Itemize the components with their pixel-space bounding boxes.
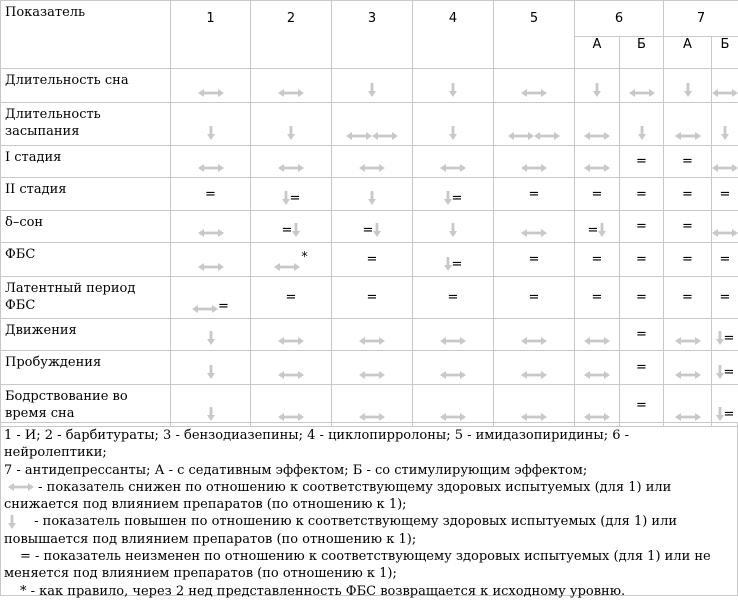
cell-sleep-duration-col-2 [251, 69, 332, 103]
equal-sign: = [724, 332, 735, 345]
legend-line: снижается под влиянием препаратов (по отношению к 1); [4, 496, 734, 513]
cell-sleep-latency-col-1 [171, 103, 251, 146]
equal-sign: = [205, 188, 216, 201]
equal-sign: = [367, 253, 378, 266]
cell-fbs-col-7b [712, 243, 738, 277]
cell-sleep-latency-col-2 [251, 103, 332, 146]
equal-sign: = [592, 188, 603, 201]
down-arrow-icon [598, 223, 606, 237]
down-arrow-icon [282, 191, 290, 205]
cell-movements-col-7a [664, 319, 712, 351]
horizontal-arrow-icon [440, 413, 466, 421]
equal-sign: = [218, 300, 229, 313]
cell-sleep-latency-col-5 [494, 103, 575, 146]
horizontal-arrow-icon [359, 337, 385, 345]
horizontal-arrow-icon [521, 89, 547, 97]
horizontal-arrow-icon [372, 132, 398, 140]
cell-awakenings-col-4 [413, 351, 494, 385]
cell-stage-1-col-5 [494, 146, 575, 178]
header-col-6a: А [575, 37, 620, 69]
cell-sleep-duration-col-6b [620, 69, 664, 103]
down-arrow-icon [721, 126, 729, 140]
header-col-7a: А [664, 37, 712, 69]
cell-delta-sleep-col-6b [620, 211, 664, 243]
cell-wakefulness-col-7b [712, 385, 738, 427]
cell-wakefulness-col-2 [251, 385, 332, 427]
cell-wakefulness-col-3 [332, 385, 413, 427]
equal-sign: = [724, 408, 735, 421]
equal-sign: = [720, 291, 731, 304]
header-col-2: 2 [251, 1, 332, 69]
table-row [1, 211, 738, 243]
horizontal-arrow-icon [440, 164, 466, 172]
equal-sign: = [636, 399, 647, 412]
horizontal-arrow-icon [192, 305, 218, 313]
down-arrow-icon [638, 126, 646, 140]
row-label-wakefulness: Бодрствование во время сна [1, 385, 171, 427]
horizontal-arrow-icon [584, 337, 610, 345]
cell-stage-2-col-7a [664, 178, 712, 211]
horizontal-arrow-icon [584, 164, 610, 172]
row-label-fbs: ФБС [1, 243, 171, 277]
equal-sign: = [363, 224, 374, 237]
cell-stage-2-col-4 [413, 178, 494, 211]
cell-awakenings-col-1 [171, 351, 251, 385]
cell-stage-2-col-2 [251, 178, 332, 211]
cell-stage-2-col-3 [332, 178, 413, 211]
equal-sign: = [636, 220, 647, 233]
down-arrow-icon [287, 126, 295, 140]
cell-delta-sleep-col-3 [332, 211, 413, 243]
horizontal-arrow-icon [359, 164, 385, 172]
legend-line: повышается под влиянием препаратов (по отношению к 1); [4, 531, 734, 548]
horizontal-arrow-icon [278, 89, 304, 97]
equal-sign: = [592, 291, 603, 304]
horizontal-arrow-icon [359, 413, 385, 421]
cell-stage-2-col-7b [712, 178, 738, 211]
down-arrow-icon [444, 191, 452, 205]
cell-sleep-latency-col-6a [575, 103, 620, 146]
cell-fbs-col-6a [575, 243, 620, 277]
horizontal-arrow-icon [198, 263, 224, 271]
equal-sign: = [636, 291, 647, 304]
down-arrow-icon [207, 331, 215, 345]
horizontal-arrow-icon [440, 337, 466, 345]
equal-sign: = [636, 155, 647, 168]
equal-sign: = [682, 220, 693, 233]
cell-fbs-latency-col-7b [712, 277, 738, 319]
cell-stage-2-col-6b [620, 178, 664, 211]
down-arrow-icon [292, 223, 300, 237]
horizontal-arrow-icon [675, 413, 701, 421]
horizontal-arrow-icon [198, 89, 224, 97]
cell-movements-col-4 [413, 319, 494, 351]
horizontal-arrow-icon [278, 371, 304, 379]
cell-fbs-latency-col-2 [251, 277, 332, 319]
cell-sleep-duration-col-6a [575, 69, 620, 103]
equal-sign: = [529, 291, 540, 304]
down-arrow-icon [449, 83, 457, 97]
down-arrow-icon [449, 223, 457, 237]
horizontal-arrow-icon [584, 413, 610, 421]
cell-movements-col-2 [251, 319, 332, 351]
table-row [1, 319, 738, 351]
cell-stage-1-col-3 [332, 146, 413, 178]
down-arrow-icon [444, 257, 452, 271]
cell-wakefulness-col-6a [575, 385, 620, 427]
table-row [1, 277, 738, 319]
legend-line: - показатель снижен по отношению к соответствующему здоровых испытуемых (для 1) или [4, 479, 734, 496]
cell-stage-2-col-1 [171, 178, 251, 211]
header-indicator [1, 1, 171, 69]
header-col-5: 5 [494, 1, 575, 69]
horizontal-arrow-icon [534, 132, 560, 140]
equal-sign: = [452, 192, 463, 205]
equal-sign: = [452, 258, 463, 271]
equal-sign: = [636, 328, 647, 341]
footnote-star: * [301, 250, 308, 265]
horizontal-arrow-icon [675, 337, 701, 345]
down-arrow-icon [368, 83, 376, 97]
legend-line: * - как правило, через 2 нед представленность ФБС возвращается к исходному уровню. [4, 583, 734, 600]
down-arrow-icon [684, 83, 692, 97]
row-label-sleep-latency: Длительность засыпания [1, 103, 171, 146]
cell-fbs-col-6b [620, 243, 664, 277]
cell-movements-col-3 [332, 319, 413, 351]
header-col-6b: Б [620, 37, 664, 69]
cell-fbs-latency-col-6b [620, 277, 664, 319]
legend-line: 7 - антидепрессанты; А - с седативным эффектом; Б - со стимулирующим эффектом; [4, 462, 734, 479]
cell-stage-1-col-6b [620, 146, 664, 178]
header-col-6: 6 [575, 1, 664, 37]
cell-stage-1-col-7b [712, 146, 738, 178]
cell-fbs-latency-col-5 [494, 277, 575, 319]
cell-stage-2-col-6a [575, 178, 620, 211]
table-row [1, 103, 738, 146]
horizontal-arrow-icon [198, 229, 224, 237]
horizontal-arrow-icon [521, 229, 547, 237]
legend-line: меняется под влиянием препаратов (по отношению к 1); [4, 565, 734, 582]
horizontal-arrow-icon [359, 371, 385, 379]
cell-movements-col-6a [575, 319, 620, 351]
horizontal-arrow-icon [629, 89, 655, 97]
cell-awakenings-col-6b [620, 351, 664, 385]
cell-awakenings-col-6a [575, 351, 620, 385]
cell-awakenings-col-5 [494, 351, 575, 385]
down-arrow-icon [207, 365, 215, 379]
header-col-4: 4 [413, 1, 494, 69]
horizontal-arrow-icon [521, 337, 547, 345]
cell-stage-1-col-6a [575, 146, 620, 178]
equal-sign: = [682, 253, 693, 266]
cell-movements-col-1 [171, 319, 251, 351]
equal-sign: = [682, 155, 693, 168]
equal-sign: = [636, 188, 647, 201]
cell-fbs-col-1 [171, 243, 251, 277]
cell-fbs-latency-col-3 [332, 277, 413, 319]
horizontal-arrow-icon [278, 164, 304, 172]
equal-sign: = [367, 291, 378, 304]
cell-stage-1-col-7a [664, 146, 712, 178]
cell-fbs-col-3 [332, 243, 413, 277]
horizontal-arrow-icon [198, 164, 224, 172]
cell-sleep-duration-col-7b [712, 69, 738, 103]
table-row [1, 243, 738, 277]
cell-sleep-latency-col-4 [413, 103, 494, 146]
equal-sign: = [529, 188, 540, 201]
row-label-awakenings: Пробуждения [1, 351, 171, 385]
horizontal-arrow-icon [521, 371, 547, 379]
cell-sleep-duration-col-7a [664, 69, 712, 103]
cell-delta-sleep-col-7b [712, 211, 738, 243]
horizontal-arrow-icon [440, 371, 466, 379]
table-row [1, 69, 738, 103]
equal-sign: = [588, 224, 599, 237]
row-label-stage-2: II стадия [1, 178, 171, 211]
equal-sign: = [682, 291, 693, 304]
down-arrow-icon [8, 515, 16, 529]
cell-fbs-latency-col-1 [171, 277, 251, 319]
equal-sign: = [720, 188, 731, 201]
horizontal-arrow-icon [8, 483, 34, 491]
table-row [1, 146, 738, 178]
down-arrow-icon [207, 126, 215, 140]
cell-delta-sleep-col-6a [575, 211, 620, 243]
cell-awakenings-col-2 [251, 351, 332, 385]
cell-stage-2-col-5 [494, 178, 575, 211]
cell-wakefulness-col-6b [620, 385, 664, 427]
down-arrow-icon [593, 83, 601, 97]
header-col-7: 7 [664, 1, 738, 37]
cell-movements-col-7b [712, 319, 738, 351]
down-arrow-icon [716, 365, 724, 379]
table-row [1, 351, 738, 385]
down-arrow-icon [207, 407, 215, 421]
down-arrow-icon [449, 126, 457, 140]
cell-movements-col-6b [620, 319, 664, 351]
equal-sign: = [592, 253, 603, 266]
cell-fbs-col-5 [494, 243, 575, 277]
row-label-sleep-duration: Длительность сна [1, 69, 171, 103]
cell-wakefulness-col-4 [413, 385, 494, 427]
header-col-7b: Б [712, 37, 738, 69]
header-col-1: 1 [171, 1, 251, 69]
row-label-movements: Движения [1, 319, 171, 351]
horizontal-arrow-icon [521, 164, 547, 172]
horizontal-arrow-icon [712, 164, 738, 172]
legend-line: = - показатель неизменен по отношению к соответствующему здоровых испытуемых (для 1) или не [4, 548, 734, 565]
cell-delta-sleep-col-1 [171, 211, 251, 243]
cell-fbs-col-4 [413, 243, 494, 277]
equal-sign: = [282, 224, 293, 237]
row-label-fbs-latency: Латентный период ФБС [1, 277, 171, 319]
equal-sign: = [448, 291, 459, 304]
down-arrow-icon [368, 191, 376, 205]
header-indicator-label: Показатель [5, 5, 85, 20]
table-row [1, 178, 738, 211]
cell-wakefulness-col-5 [494, 385, 575, 427]
cell-stage-1-col-1 [171, 146, 251, 178]
cell-stage-1-col-4 [413, 146, 494, 178]
horizontal-arrow-icon [278, 337, 304, 345]
cell-movements-col-5 [494, 319, 575, 351]
horizontal-arrow-icon [521, 413, 547, 421]
cell-delta-sleep-col-4 [413, 211, 494, 243]
header-col-3: 3 [332, 1, 413, 69]
horizontal-arrow-icon [712, 89, 738, 97]
equal-sign: = [636, 253, 647, 266]
cell-awakenings-col-7a [664, 351, 712, 385]
cell-sleep-duration-col-5 [494, 69, 575, 103]
cell-fbs-latency-col-6a [575, 277, 620, 319]
horizontal-arrow-icon [278, 413, 304, 421]
legend-line: 1 - И; 2 - барбитураты; 3 - бензодиазепины; 4 - циклопирролоны; 5 - имидазопиридины; 6 - нейролептики; [4, 427, 734, 462]
down-arrow-icon [373, 223, 381, 237]
down-arrow-icon [716, 331, 724, 345]
cell-sleep-latency-col-7a [664, 103, 712, 146]
legend [0, 422, 738, 596]
cell-fbs-latency-col-4 [413, 277, 494, 319]
cell-fbs-latency-col-7a [664, 277, 712, 319]
cell-sleep-duration-col-3 [332, 69, 413, 103]
horizontal-arrow-icon [675, 371, 701, 379]
cell-delta-sleep-col-5 [494, 211, 575, 243]
legend-line: - показатель повышен по отношению к соответствующему здоровых испытуемых (для 1) или [4, 513, 734, 530]
cell-fbs-col-2 [251, 243, 332, 277]
horizontal-arrow-icon [346, 132, 372, 140]
down-arrow-icon [716, 407, 724, 421]
cell-sleep-latency-col-3 [332, 103, 413, 146]
table-row [1, 385, 738, 427]
equal-sign: = [529, 253, 540, 266]
cell-awakenings-col-3 [332, 351, 413, 385]
cell-delta-sleep-col-2 [251, 211, 332, 243]
cell-awakenings-col-7b [712, 351, 738, 385]
horizontal-arrow-icon [675, 132, 701, 140]
cell-fbs-col-7a [664, 243, 712, 277]
horizontal-arrow-icon [712, 229, 738, 237]
cell-sleep-duration-col-4 [413, 69, 494, 103]
cell-stage-1-col-2 [251, 146, 332, 178]
equal-sign: = [682, 188, 693, 201]
cell-wakefulness-col-7a [664, 385, 712, 427]
equal-sign: = [286, 291, 297, 304]
horizontal-arrow-icon [584, 132, 610, 140]
cell-delta-sleep-col-7a [664, 211, 712, 243]
cell-sleep-latency-col-6b [620, 103, 664, 146]
equal-sign: = [636, 361, 647, 374]
row-label-stage-1: I стадия [1, 146, 171, 178]
equal-sign: = [724, 366, 735, 379]
horizontal-arrow-icon [274, 263, 300, 271]
row-label-delta-sleep: δ–сон [1, 211, 171, 243]
cell-sleep-latency-col-7b [712, 103, 738, 146]
cell-wakefulness-col-1 [171, 385, 251, 427]
cell-sleep-duration-col-1 [171, 69, 251, 103]
equal-sign: = [290, 192, 301, 205]
horizontal-arrow-icon [584, 371, 610, 379]
horizontal-arrow-icon [508, 132, 534, 140]
equal-sign: = [720, 253, 731, 266]
